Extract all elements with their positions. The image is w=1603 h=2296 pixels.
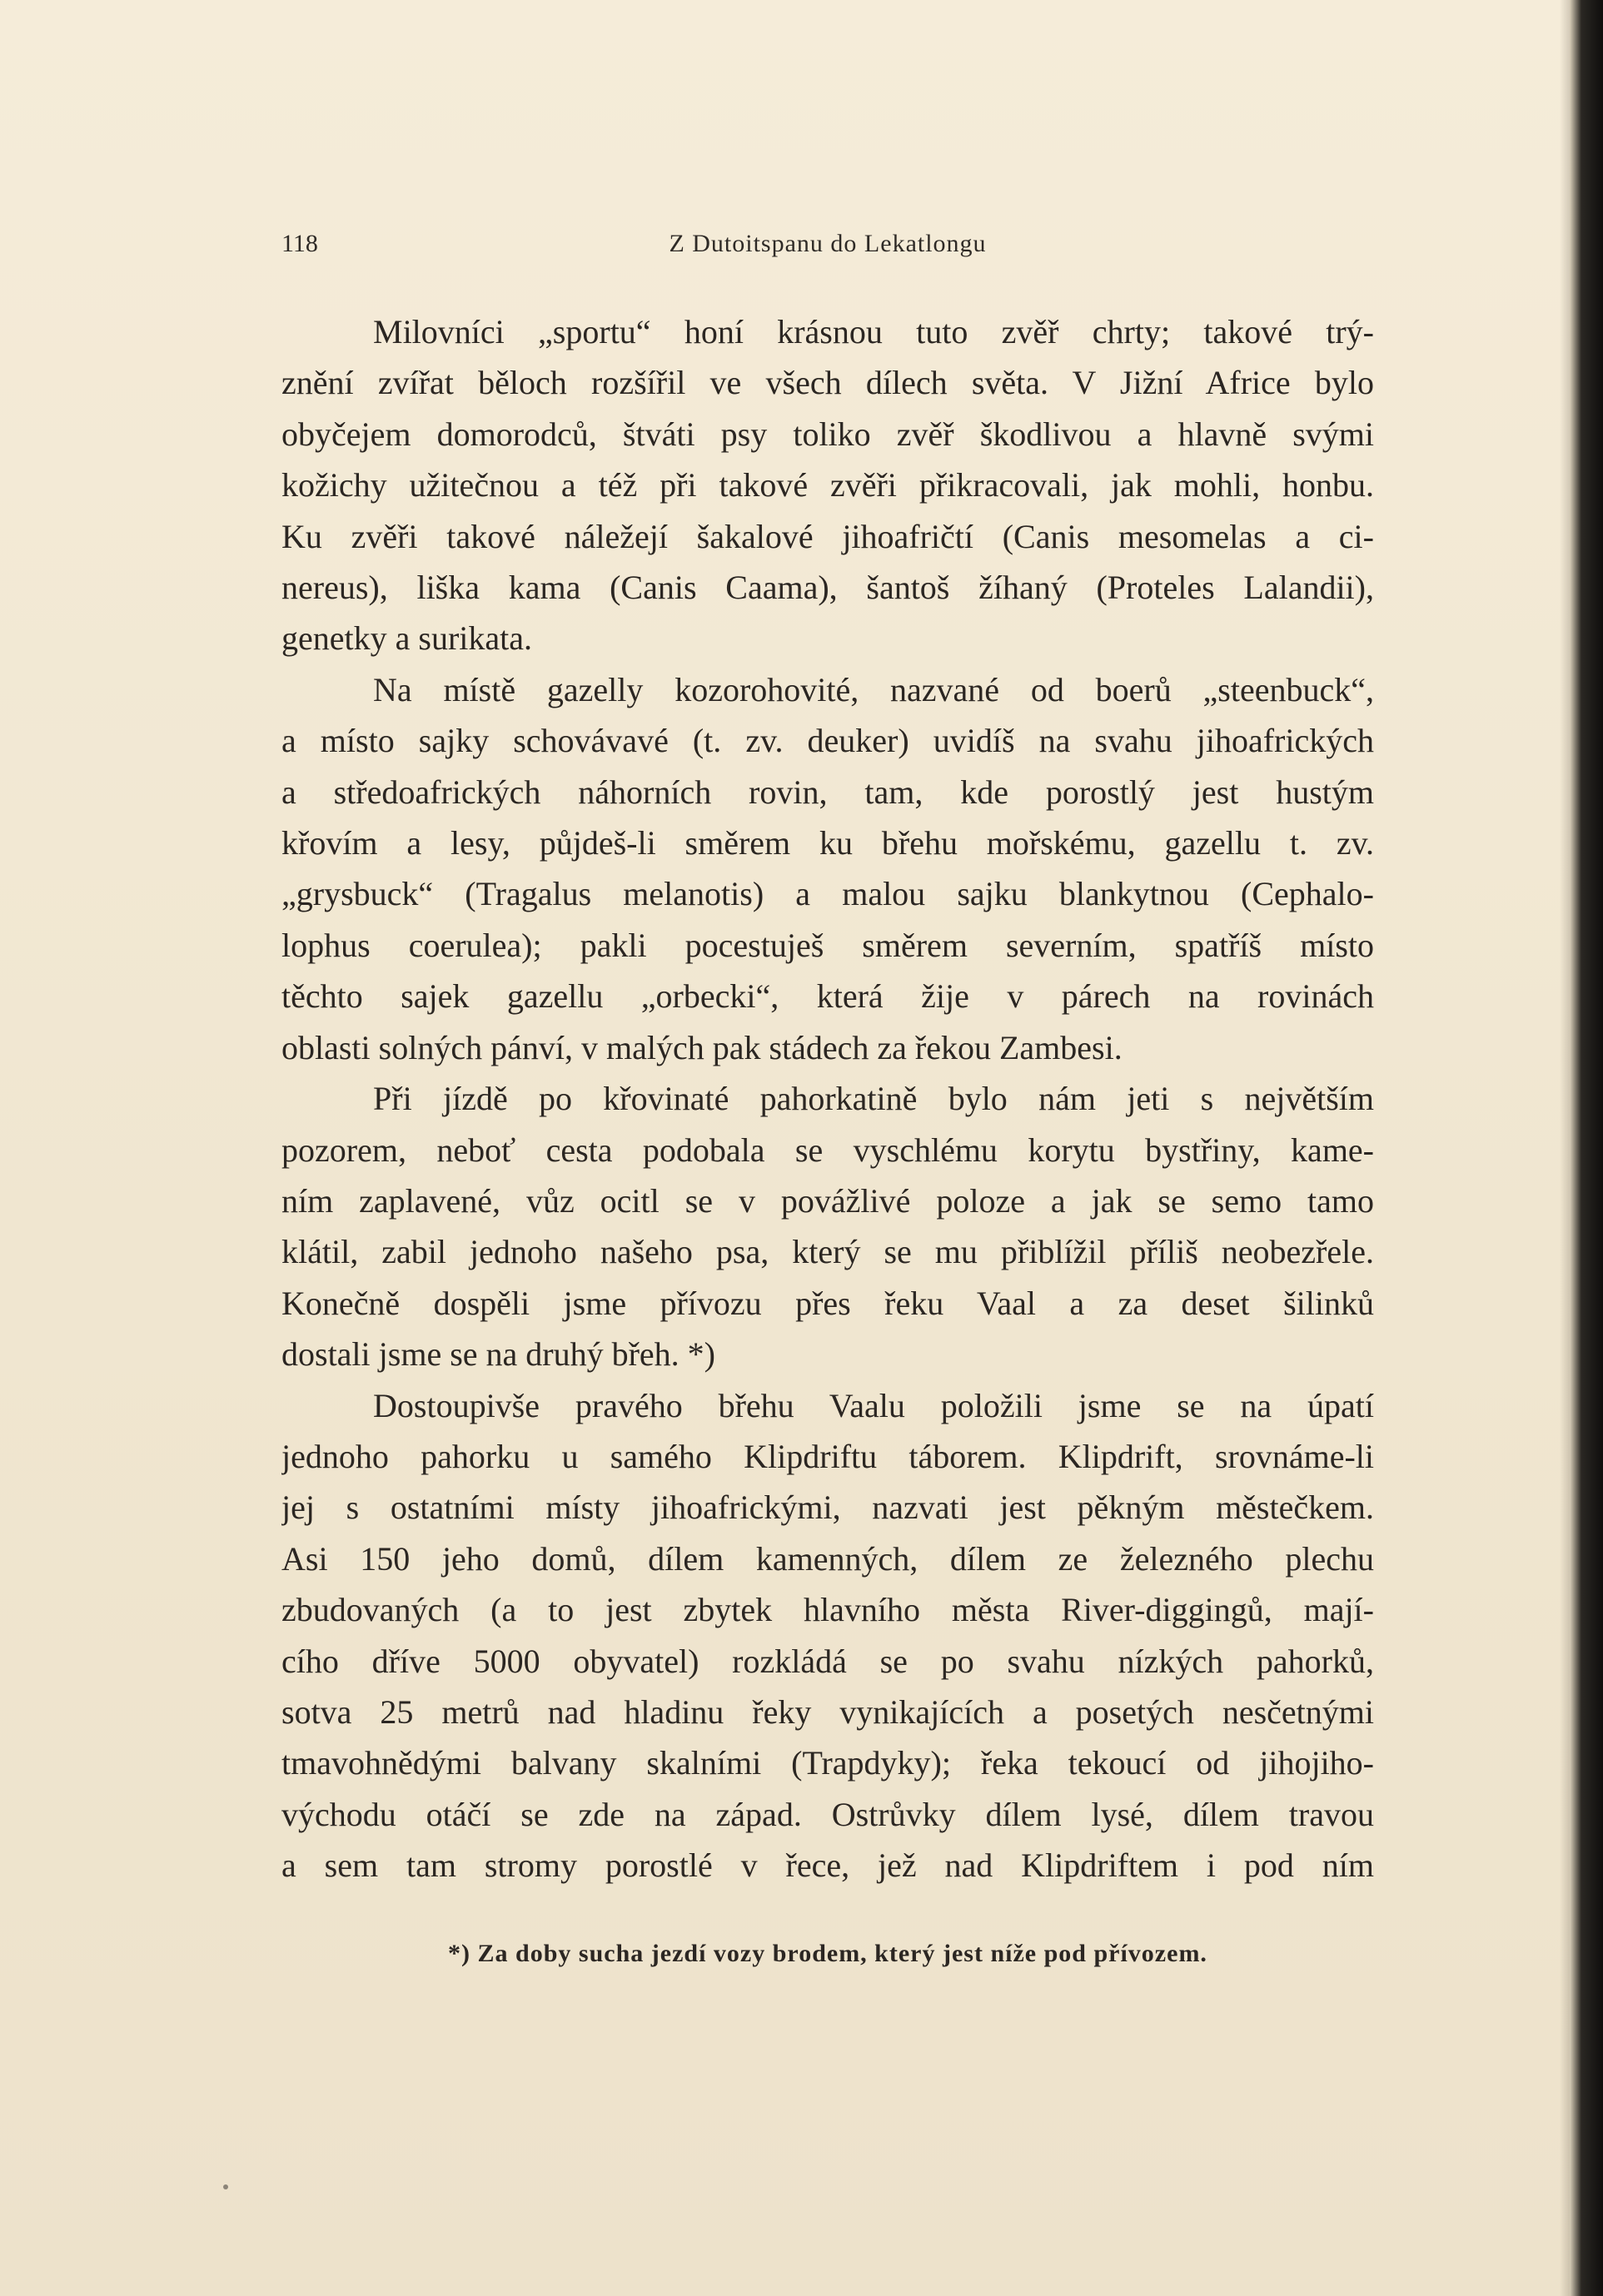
- text-line: jednoho pahorku u samého Klipdriftu táborem. Klipdrift, srovnáme-li: [281, 1437, 1374, 1475]
- text-line: těchto sajek gazellu „orbecki“, která žije v párech na rovinách: [281, 977, 1374, 1016]
- text-line: a místo sajky schovávavé (t. zv. deuker) uvidíš na svahu jihoafrických: [281, 722, 1374, 760]
- text-line: křovím a lesy, půjdeš-li směrem ku břehu mořskému, gazellu t. zv.: [281, 824, 1374, 862]
- text-line: lophus coerulea); pakli pocestuješ směrem severním, spatříš místo: [281, 926, 1374, 964]
- text-line: obyčejem domorodců, štváti psy toliko zvěř škodlivou a hlavně svými: [281, 415, 1374, 453]
- page-header: [281, 230, 1374, 263]
- page-number: 118: [281, 230, 318, 257]
- text-line: Dostoupivše pravého břehu Vaalu položili jsme se na úpatí: [373, 1386, 1374, 1424]
- paper-speck: [223, 2184, 228, 2189]
- text-line: Ku zvěři takové náležejí šakalové jihoafričtí (Canis mesomelas a ci-: [281, 517, 1374, 555]
- text-line: východu otáčí se zde na západ. Ostrůvky dílem lysé, dílem travou: [281, 1795, 1374, 1833]
- text-line: klátil, zabil jednoho našeho psa, který se mu přiblížil příliš neobezřele.: [281, 1233, 1374, 1271]
- text-line: kožichy užitečnou a též při takové zvěři přikracovali, jak mohli, honbu.: [281, 466, 1374, 504]
- text-line: a středoafrických náhorních rovin, tam, kde porostlý jest hustým: [281, 773, 1374, 811]
- body-text: [281, 306, 1374, 1891]
- text-line: „grysbuck“ (Tragalus melanotis) a malou sajku blankytnou (Cephalo-: [281, 875, 1374, 913]
- text-line: Asi 150 jeho domů, dílem kamenných, dílem ze železného plechu: [281, 1539, 1374, 1578]
- text-line: znění zvířat běloch rozšířil ve všech dílech světa. V Jižní Africe bylo: [281, 364, 1374, 402]
- running-title: Z Dutoitspanu do Lekatlongu: [669, 230, 987, 257]
- gutter-shadow: [1560, 0, 1570, 2296]
- text-line: sotva 25 metrů nad hladinu řeky vynikajících a posetých nesčetnými: [281, 1692, 1374, 1731]
- text-line: a sem tam stromy porostlé v řece, jež nad Klipdriftem i pod ním: [281, 1846, 1374, 1885]
- text-line: Konečně dospěli jsme přívozu přes řeku Vaal a za deset šilinků: [281, 1284, 1374, 1322]
- footnote: *) Za doby sucha jezdí vozy brodem, který jest níže pod přívozem.: [448, 1940, 1207, 1967]
- text-line: jej s ostatními místy jihoafrickými, nazvati jest pěkným městečkem.: [281, 1488, 1374, 1527]
- text-line: oblasti solných pánví, v malých pak stádech za řekou Zambesi.: [281, 1028, 1123, 1066]
- text-line: nereus), liška kama (Canis Caama), šantoš žíhaný (Proteles Lalandii),: [281, 569, 1374, 607]
- text-line: dostali jsme se na druhý břeh. *): [281, 1335, 715, 1374]
- text-line: zbudovaných (a to jest zbytek hlavního města River-diggingů, mají-: [281, 1591, 1374, 1629]
- book-spine: [1570, 0, 1603, 2296]
- text-line: genetky a surikata.: [281, 619, 532, 658]
- text-line: Milovníci „sportu“ honí krásnou tuto zvěř chrty; takové trý-: [373, 313, 1374, 350]
- text-line: Na místě gazelly kozorohovité, nazvané od boerů „steenbuck“,: [373, 670, 1374, 708]
- paragraph-3: [281, 1073, 1374, 1379]
- text-line: tmavohnědými balvany skalními (Trapdyky); řeka tekoucí od jihojiho-: [281, 1744, 1374, 1782]
- text-line: pozorem, neboť cesta podobala se vyschlému korytu bystřiny, kame-: [281, 1131, 1374, 1169]
- paragraph-4: [281, 1380, 1374, 1891]
- text-line: ním zaplavené, vůz ocitl se v povážlivé poloze a jak se semo tamo: [281, 1181, 1374, 1220]
- paragraph-1: [281, 306, 1374, 664]
- paragraph-2: [281, 664, 1374, 1073]
- text-line: cího dříve 5000 obyvatel) rozkládá se po svahu nízkých pahorků,: [281, 1642, 1374, 1680]
- text-line: Při jízdě po křovinaté pahorkatině bylo nám jeti s největším: [373, 1080, 1374, 1118]
